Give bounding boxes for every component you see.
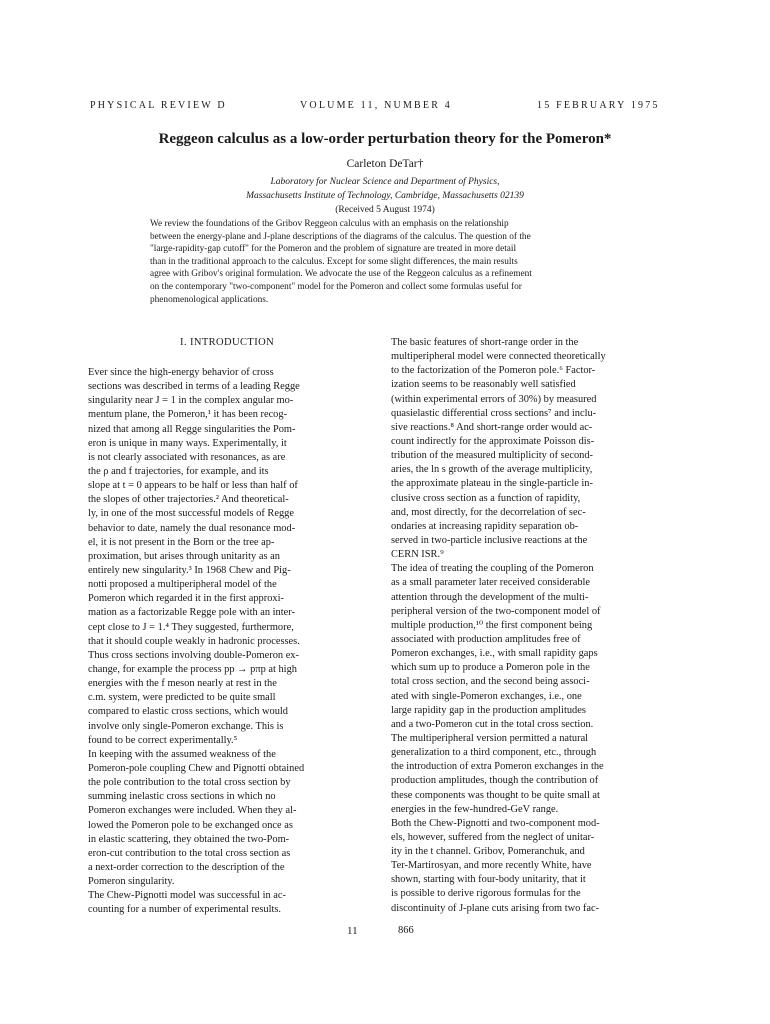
text-line: Pomeron which regarded it in the first approxi- [88,593,284,605]
text-line: multiple production,¹⁰ the first component being [391,619,593,631]
right-column [391,336,683,916]
text-line: In keeping with the assumed weakness of the [88,748,276,760]
text-line: energies with the f meson nearly at rest in the [88,678,277,690]
text-line: total cross section, and the second being associ- [391,676,590,688]
text-line: multiperipheral model were connected theoretically [391,351,606,363]
text-line: count indirectly for the approximate Poisson dis- [391,435,595,447]
abstract-line: than in the traditional approach to the calculus. Except for some slight differences, the main results [150,256,518,267]
text-line: attention through the development of the multi- [391,591,589,603]
text-line: c.m. system, were predicted to be quite small [88,692,276,704]
text-line: to the factorization of the Pomeron pole.⁶ Factor- [391,365,596,377]
text-line: the slopes of other trajectories.² And theoretical- [88,494,289,506]
text-line: compared to elastic cross sections, which would [88,706,288,718]
affiliation-line-2: Massachusetts Institute of Technology, Cambridge, Massachusetts 02139 [246,191,524,201]
text-line: behavior to date, namely the dual resonance mod- [88,522,296,534]
text-line: the approximate plateau in the single-particle in- [391,478,593,490]
text-line: Pomeron exchanges, i.e., with small rapidity gaps [391,648,598,660]
text-line: which sum up to produce a Pomeron pole in the [391,662,590,674]
text-line: Ever since the high-energy behavior of cross [88,367,274,378]
text-line: Pomeron-pole coupling Chew and Pignotti obtained [88,762,305,774]
left-column [88,336,382,917]
text-line: proximation, but arises through unitarity as an [88,550,280,562]
journal-name: PHYSICAL REVIEW D [90,100,227,111]
author-name: Carleton DeTar† [346,158,424,170]
abstract [150,218,610,306]
text-line: aries, the ln s growth of the average multiplicity, [391,464,593,476]
text-line: the pole contribution to the total cross section by [88,777,291,789]
volume-number: 11 [347,925,358,937]
text-line: energies in the few-hundred-GeV range. [391,803,559,815]
paper-title: Reggeon calculus as a low-order perturbation theory for the Pomeron* [158,131,612,147]
text-line: as a small parameter later received considerable [391,577,591,589]
text-line: a next-order correction to the description of the [88,861,285,873]
text-line: Both the Chew-Pignotti and two-component mod- [391,817,600,829]
text-line: entirely new singularity.³ In 1968 Chew and Pig- [88,564,291,576]
volume-info: VOLUME 11, NUMBER 4 [300,100,452,111]
text-line: mation as a factorizable Regge pole with an inter- [88,607,295,619]
text-line: the ρ and f trajectories, for example, and its [88,465,269,477]
text-line: in elastic scattering, they obtained the two-Pom- [88,833,290,845]
text-line: served in two-particle inclusive reactions at the [391,534,588,546]
abstract-line: on the contemporary "two-component" model for the Pomeron and collect some formulas useful for [150,281,522,292]
text-line: slope at t = 0 appears to be half or less than half of [88,480,298,492]
text-line: cept close to J = 1.⁴ They suggested, furthermore, [88,621,294,633]
text-line: CERN ISR.⁹ [391,549,444,561]
text-line: discontinuity of J-plane cuts arising from two fac- [391,902,600,914]
affiliation-line-1: Laboratory for Nuclear Science and Department of Physics, [270,177,500,187]
text-line: singularity near J = 1 in the complex angular mo- [88,395,294,407]
abstract-line: agree with Gribov's original formulation. We advocate the use of the Reggeon calculus as a refinement [150,269,532,280]
text-line: The idea of treating the coupling of the Pomeron [391,563,594,575]
received-date: (Received 5 August 1974) [335,205,435,215]
abstract-line: "large-rapidity-gap cutoff" for the Pomeron and the problem of signature are treated in more detail [150,244,517,255]
text-line: lowed the Pomeron pole to be exchanged once as [88,819,293,831]
text-line: production amplitudes, though the contribution of [391,775,599,787]
text-line: summing inelastic cross sections in which no [88,791,276,803]
text-line: found to be correct experimentally.⁵ [88,734,238,746]
text-line: quasielastic differential cross sections⁷ and inclu- [391,407,597,419]
text-line: change, for example the process pp → pπp at high [88,663,297,675]
text-line: eron is unique in many ways. Experimentally, it [88,437,287,449]
abstract-line: We review the foundations of the Gribov Reggeon calculus with an emphasis on the relationship [150,219,509,229]
text-line: that it should couple weakly in hadronic processes. [88,635,300,647]
page-number: 866 [398,925,414,936]
text-line: shown, starting with four-body unitarity, that it [391,874,586,886]
text-line: (within experimental errors of 30%) by measured [391,393,597,405]
abstract-line: phenomenological applications. [150,294,269,305]
text-line: ity in the t channel. Gribov, Pomeranchuk, and [391,846,585,858]
text-line: Pomeron singularity. [88,876,175,888]
text-line: peripheral version of the two-component model of [391,605,601,617]
text-line: the introduction of extra Pomeron exchanges in the [391,761,604,773]
text-line: associated with production amplitudes free of [391,633,581,645]
text-line: these components was thought to be quite small at [391,789,600,801]
text-line: ization seems to be reasonably well satisfied [391,379,576,391]
text-line: and, most directly, for the decorrelation of sec- [391,506,586,518]
text-line: sections was described in terms of a leading Regge [88,381,300,393]
text-line: Ter-Martirosyan, and more recently White, have [391,860,592,872]
text-line: nized that among all Regge singularities the Pom- [88,423,296,435]
text-line: ated with single-Pomeron exchanges, i.e., one [391,690,582,702]
text-line: mentum plane, the Pomeron,¹ it has been recog- [88,409,288,421]
text-line: ly, in one of the most successful models of Regge [88,508,294,520]
text-line: is possible to derive rigorous formulas for the [391,888,581,900]
text-line: tribution of the measured multiplicity of second- [391,450,593,462]
text-line: ondaries at increasing rapidity separation ob- [391,520,579,532]
text-line: clusive cross section as a function of rapidity, [391,492,581,504]
text-line: and a two-Pomeron cut in the total cross section. [391,718,594,730]
text-line: els, however, suffered from the neglect of unitar- [391,831,595,843]
text-line: Pomeron exchanges were included. When they al- [88,805,297,817]
text-line: eron-cut contribution to the total cross section as [88,847,291,859]
text-line: is not clearly associated with resonances, as are [88,451,286,463]
text-line: el, it is not present in the Born or the tree ap- [88,536,275,548]
section-heading: I. INTRODUCTION [180,337,275,348]
text-line: sive reactions.⁸ And short-range order would ac- [391,421,593,433]
text-line: Thus cross sections involving double-Pomeron ex- [88,649,299,661]
text-line: The multiperipheral version permitted a natural [391,732,589,744]
issue-date: 15 FEBRUARY 1975 [537,100,660,111]
text-line: The Chew-Pignotti model was successful in ac- [88,890,286,902]
text-line: counting for a number of experimental results. [88,904,282,916]
text-line: involve only single-Pomeron exchange. This is [88,720,284,732]
text-line: generalization to a third component, etc., through [391,747,597,759]
text-line: notti proposed a multiperipheral model of the [88,579,277,591]
text-line: large rapidity gap in the production amplitudes [391,704,586,716]
text-line: The basic features of short-range order in the [391,337,579,348]
abstract-line: between the energy-plane and J-plane descriptions of the diagrams of the calculus. The question of the [150,231,531,242]
